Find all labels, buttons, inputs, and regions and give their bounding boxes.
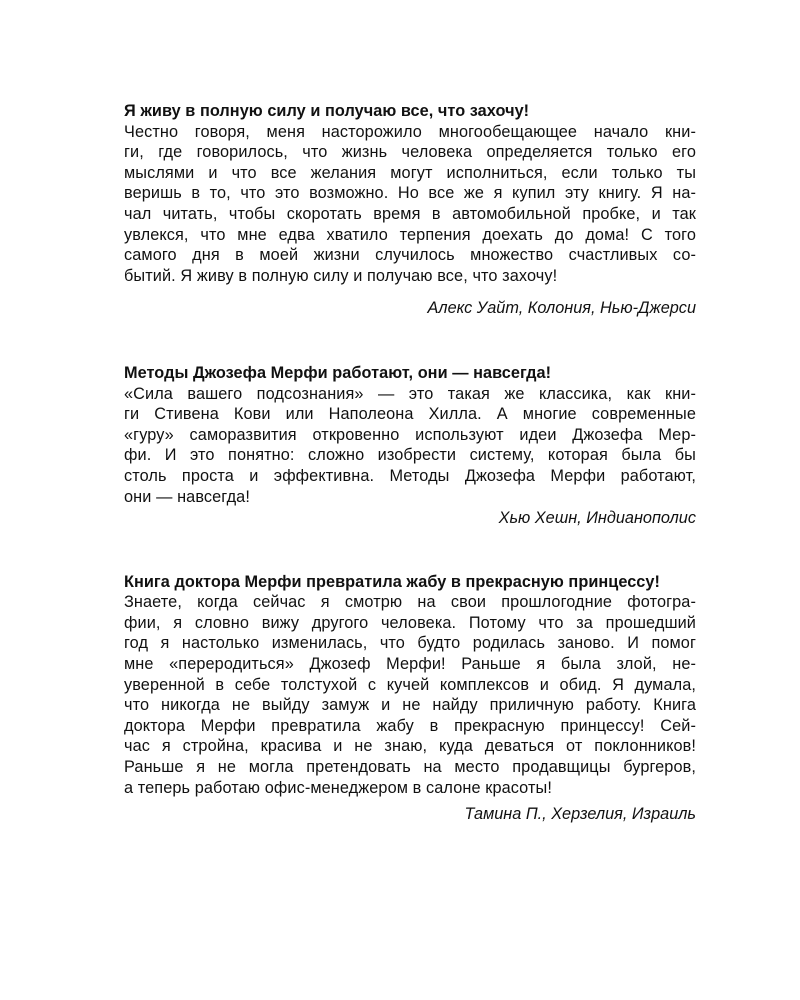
review-3-line-3: год я настолько изменилась, что будто родилась заново. И помог bbox=[124, 634, 696, 653]
review-3-title: Книга доктора Мерфи превратила жабу в прекрасную принцессу! bbox=[124, 572, 660, 591]
review-3-line-1: Знаете, когда сейчас я смотрю на свои прошлогодние фотогра- bbox=[124, 593, 696, 612]
review-1-line-4: веришь в то, что это возможно. Но все же я купил эту книгу. Я на- bbox=[124, 184, 696, 203]
review-2-line-2: ги Стивена Кови или Наполеона Хилла. А многие современные bbox=[124, 405, 696, 424]
review-2-line-6: они — навсегда! bbox=[124, 487, 250, 506]
review-1-body bbox=[124, 122, 696, 287]
review-3-line-8: час я стройна, красива и не знаю, куда деваться от поклонников! bbox=[124, 737, 696, 756]
review-2 bbox=[124, 363, 696, 529]
review-1-line-2: ги, где говорилось, что жизнь человека определяется только его bbox=[124, 143, 696, 162]
review-2-title: Методы Джозефа Мерфи работают, они — навсегда! bbox=[124, 363, 552, 382]
testimonials-page bbox=[124, 101, 696, 825]
review-1-line-8: бытий. Я живу в полную силу и получаю все, что захочу! bbox=[124, 266, 558, 285]
review-1 bbox=[124, 101, 696, 319]
review-1-line-1: Честно говоря, меня насторожило многообещающее начало кни- bbox=[124, 122, 696, 141]
review-3-line-9: Раньше я не могла претендовать на место продавщицы бургеров, bbox=[124, 758, 696, 777]
review-3-line-6: что никогда не выйду замуж и не найду приличную работу. Книга bbox=[124, 696, 696, 715]
review-1-line-3: мыслями и что все желания могут исполниться, если только ты bbox=[124, 163, 696, 182]
review-2-line-3: «гуру» саморазвития откровенно используют идеи Джозефа Мер- bbox=[124, 425, 696, 444]
review-3-line-7: доктора Мерфи превратила жабу в прекрасную принцессу! Сей- bbox=[124, 716, 696, 735]
review-3 bbox=[124, 572, 696, 825]
review-2-line-4: фи. И это понятно: сложно изобрести систему, которая была бы bbox=[124, 446, 696, 465]
review-3-line-5: уверенной в себе толстухой с кучей комплексов и обид. Я думала, bbox=[124, 675, 696, 694]
review-1-line-7: самого дня в моей жизни случилось множество счастливых со- bbox=[124, 246, 696, 265]
review-2-line-1: «Сила вашего подсознания» — это такая же классика, как кни- bbox=[124, 384, 696, 403]
review-1-title: Я живу в полную силу и получаю все, что захочу! bbox=[124, 102, 530, 120]
review-2-line-5: столь проста и эффективна. Методы Джозефа Мерфи работают, bbox=[124, 466, 696, 485]
review-1-line-5: чал читать, чтобы скоротать время в автомобильной пробке, и так bbox=[124, 204, 696, 223]
review-3-author: Тамина П., Херзелия, Израиль bbox=[464, 805, 696, 824]
review-1-author: Алекс Уайт, Колония, Нью-Джерси bbox=[427, 299, 696, 318]
review-3-line-4: мне «переродиться» Джозеф Мерфи! Раньше я была злой, не- bbox=[124, 655, 696, 674]
review-3-line-10: а теперь работаю офис-менеджером в салоне красоты! bbox=[124, 778, 552, 797]
review-3-body bbox=[124, 592, 696, 798]
review-2-author: Хью Хешн, Индианополис bbox=[498, 509, 696, 528]
review-2-body bbox=[124, 384, 696, 508]
review-1-line-6: увлекся, что мне едва хватило терпения доехать до дома! С того bbox=[124, 225, 696, 244]
review-3-line-2: фии, я словно вижу другого человека. Потому что за прошедший bbox=[124, 613, 696, 632]
